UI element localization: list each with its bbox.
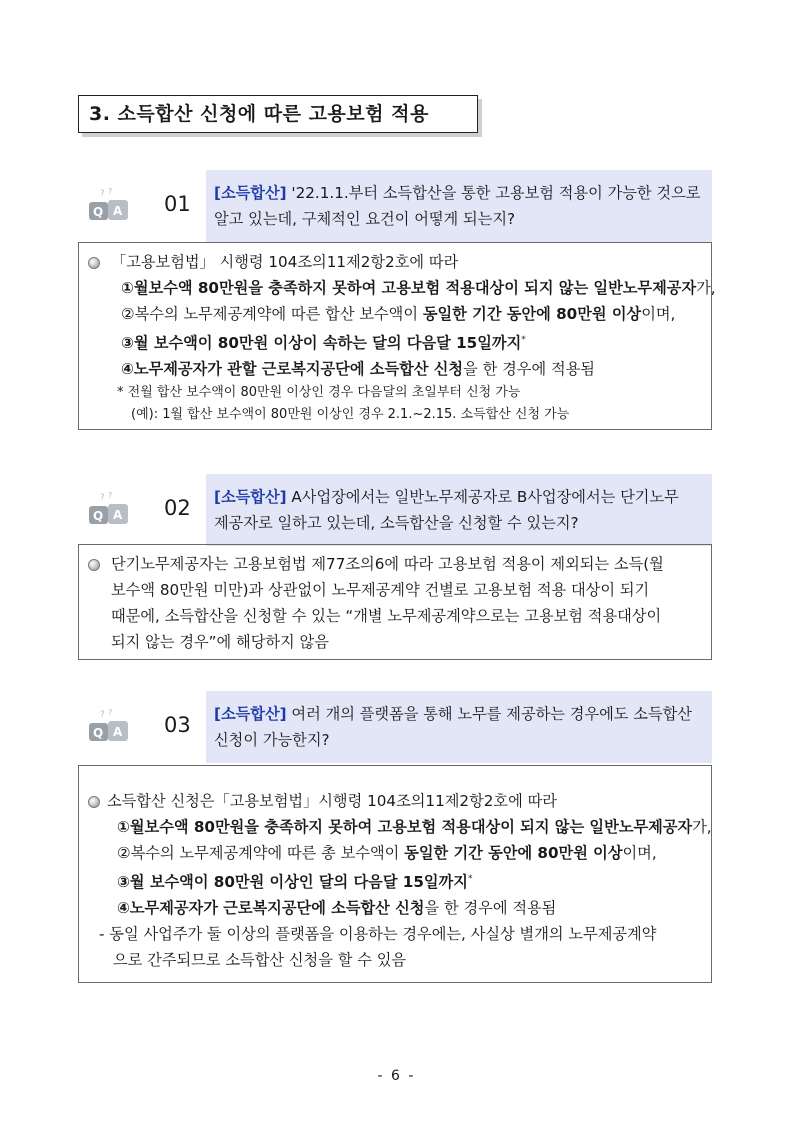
svg-text:A: A	[113, 508, 123, 522]
question-text-line: 신청이 가능한지?	[214, 731, 330, 749]
answer-condition-3: ③월 보수액이 80만원 이상인 달의 다음달 15일까지	[117, 873, 468, 892]
bullet-icon	[88, 559, 100, 571]
question-row	[78, 691, 712, 763]
question-row	[78, 170, 712, 242]
svg-text:?: ?	[108, 187, 113, 196]
bullet-icon	[88, 796, 100, 808]
question-number: 01	[164, 192, 191, 216]
svg-text:?: ?	[108, 491, 113, 500]
svg-text:?: ?	[100, 493, 105, 503]
svg-text:Q: Q	[93, 509, 104, 523]
answer-box	[78, 544, 712, 660]
svg-text:Q: Q	[93, 726, 104, 740]
answer-condition-2: 동일한 기간 동안에 80만원 이상	[422, 305, 642, 323]
svg-text:Q: Q	[93, 205, 104, 219]
answer-sub-note: - 동일 사업주가 둘 이상의 플랫폼을 이용하는 경우에는, 사실상 별개의 노무제공계약	[99, 925, 657, 944]
answer-text: ②복수의 노무제공계약에 따른 총 보수액이	[117, 844, 405, 862]
question-number: 02	[164, 496, 191, 520]
answer-condition-4: ④노무제공자가 근로복지공단에 소득합산 신청	[117, 899, 425, 918]
answer-text: 을 한 경우에 적용됨	[463, 360, 595, 379]
footnote: * 전월 합산 보수액이 80만원 이상인 경우 다음달의 초일부터 신청 가능	[117, 385, 521, 401]
question-box	[206, 691, 712, 763]
question-tag: [소득합산]	[214, 184, 287, 202]
page-number: - 6 -	[377, 1068, 416, 1084]
answer-text: 을 한 경우에 적용됨	[424, 899, 557, 918]
question-text-line: 여러 개의 플랫폼을 통해 노무를 제공하는 경우에도 소득합산	[291, 705, 692, 723]
footnote-mark: *	[521, 335, 526, 345]
answer-condition-1: ①월보수액 80만원을 충족하지 못하여 고용보험 적용대상이 되지 않는 일반노무제공자	[121, 279, 697, 297]
svg-text:A: A	[113, 204, 123, 218]
qa-dice-icon	[86, 707, 132, 745]
answer-box	[78, 765, 712, 983]
question-box	[206, 474, 712, 546]
question-text-line: '22.1.1.부터 소득합산을 통한 고용보험 적용이 가능한 것으로	[291, 184, 701, 202]
answer-line: 단기노무제공자는 고용보험법 제77조의6에 따라 고용보험 적용이 제외되는 소득(월	[111, 555, 664, 573]
answer-text: 이며,	[641, 305, 676, 323]
answer-line: 「고용보험법」 시행령 104조의11제2항2호에 따라	[111, 253, 459, 271]
question-number: 03	[164, 713, 191, 737]
footnote-example: (예): 1월 합산 보수액이 80만원 이상인 경우 2.1.~2.15. 소득합산 신청 가능	[131, 407, 570, 423]
question-text-line: 제공자로 일하고 있는데, 소득합산을 신청할 수 있는지?	[214, 514, 579, 532]
answer-box	[78, 242, 716, 430]
answer-line: 되지 않는 경우”에 해당하지 않음	[111, 633, 329, 651]
svg-text:?: ?	[108, 708, 113, 717]
answer-line: 소득합산 신청은「고용보험법」시행령 104조의11제2항2호에 따라	[107, 792, 557, 810]
qa-item-03	[78, 691, 712, 983]
footnote-mark: *	[467, 874, 473, 884]
answer-line: 보수액 80만원 미만)과 상관없이 노무제공계약 건별로 고용보험 적용 대상이 되기	[111, 581, 650, 599]
question-row	[78, 474, 712, 546]
answer-line: 때문에, 소득합산을 신청할 수 있는 “개별 노무제공계약으로는 고용보험 적용대상이	[111, 607, 662, 625]
svg-text:?: ?	[100, 710, 105, 720]
question-tag: [소득합산]	[214, 488, 287, 506]
answer-text: 가,	[696, 279, 716, 297]
qa-dice-icon	[86, 186, 132, 224]
answer-text: ②복수의 노무제공계약에 따른 합산 보수액이	[121, 305, 423, 323]
answer-text: 이며,	[622, 844, 657, 862]
question-tag: [소득합산]	[214, 705, 287, 723]
bullet-icon	[88, 257, 100, 269]
answer-condition-2: 동일한 기간 동안에 80만원 이상	[404, 844, 623, 862]
answer-condition-4: ④노무제공자가 관할 근로복지공단에 소득합산 신청	[121, 360, 464, 379]
question-text-line: 알고 있는데, 구체적인 요건이 어떻게 되는지?	[214, 210, 516, 228]
answer-text: 가,	[692, 818, 712, 836]
svg-text:A: A	[113, 725, 123, 739]
svg-text:?: ?	[100, 189, 105, 199]
answer-sub-note: 으로 간주되므로 소득합산 신청을 할 수 있음	[113, 951, 407, 970]
answer-condition-3: ③월 보수액이 80만원 이상이 속하는 달의 다음달 15일까지	[121, 334, 522, 353]
question-text-line: A사업장에서는 일반노무제공자로 B사업장에서는 단기노무	[291, 488, 679, 506]
qa-item-02	[78, 474, 712, 660]
qa-item-01	[78, 170, 716, 430]
question-box	[206, 170, 712, 242]
qa-dice-icon	[86, 490, 132, 528]
answer-condition-1: ①월보수액 80만원을 충족하지 못하여 고용보험 적용대상이 되지 않는 일반노무제공자	[117, 818, 693, 836]
section-title: 3. 소득합산 신청에 따른 고용보험 적용	[78, 95, 478, 133]
